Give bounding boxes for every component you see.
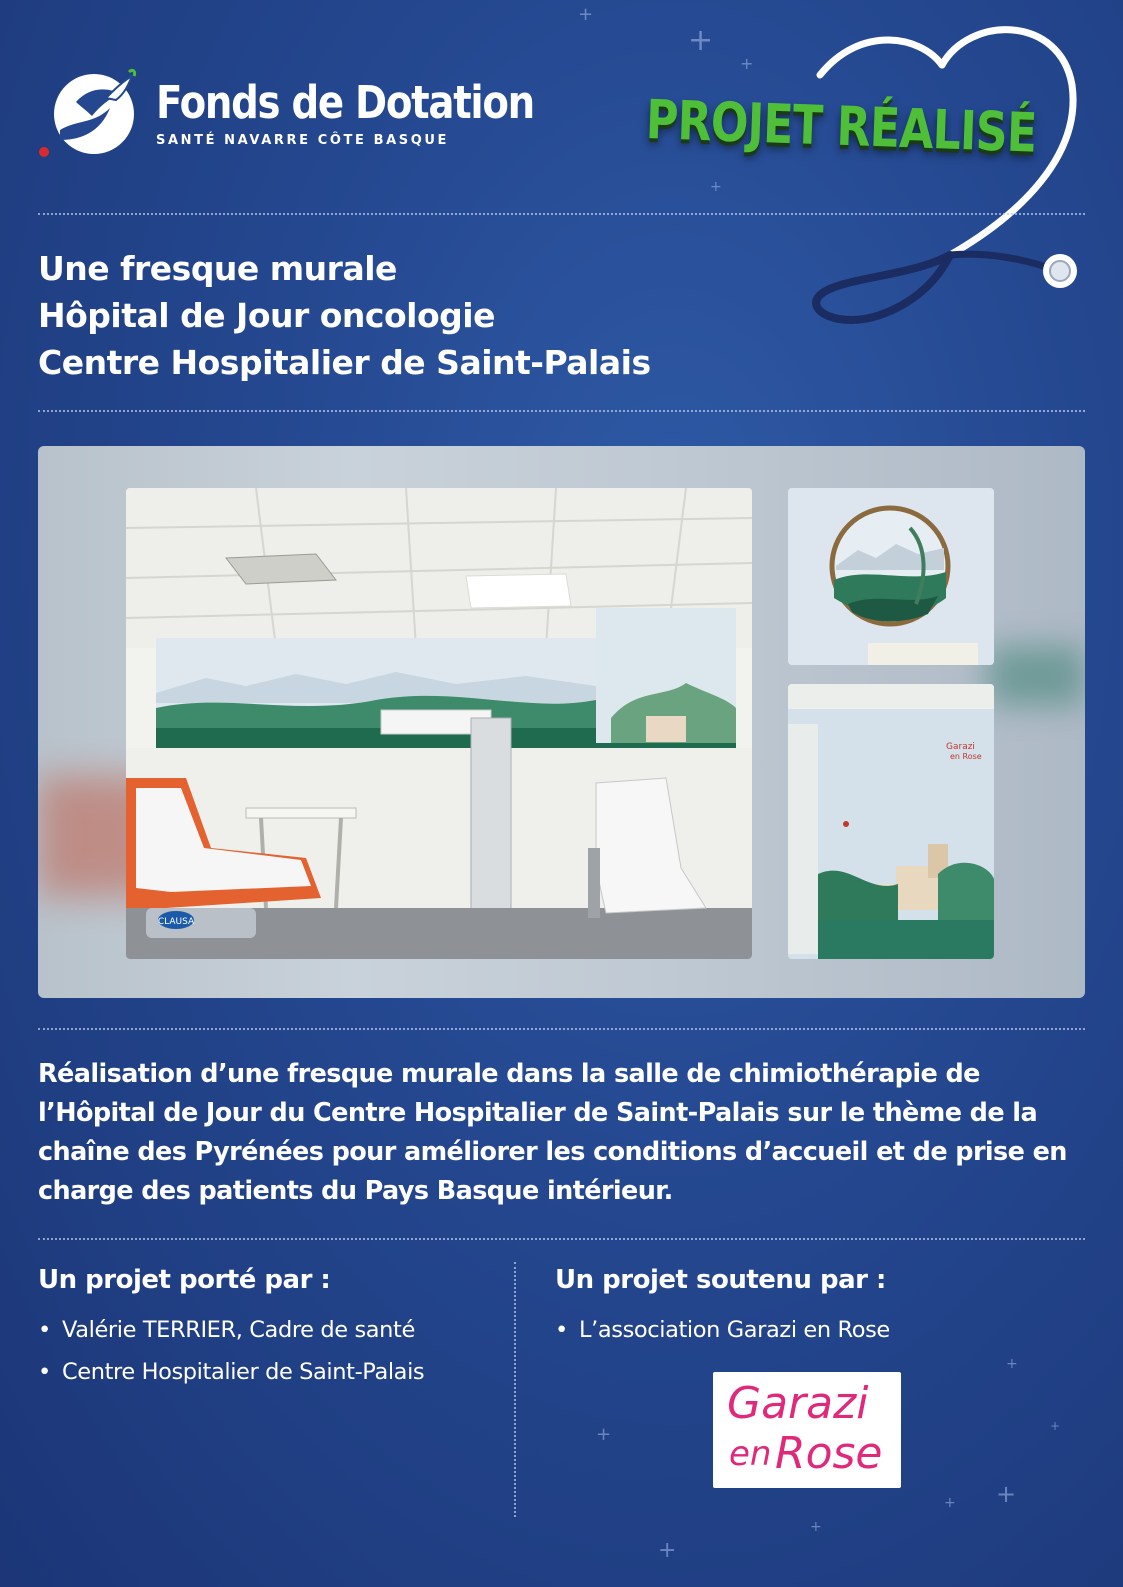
dove-hand-logo-icon [36,68,142,160]
title-line: Centre Hospitalier de Saint-Palais [38,343,651,382]
list-item: • Centre Hospitalier de Saint-Palais [38,1351,498,1393]
sparkle-decoration: + [1050,1419,1061,1433]
sparkle-decoration: + [688,23,714,58]
sparkle-decoration: + [944,1495,956,1511]
sparkle-decoration: + [740,54,754,73]
chair-brand-label: CLAUSA [157,917,195,927]
stethoscope-heart-icon [800,15,1100,335]
list-item: • Valérie TERRIER, Cadre de santé [38,1309,498,1351]
round-mural-photo [788,488,994,665]
column-divider [514,1262,516,1517]
supported-by-section [555,1265,1075,1351]
project-title [38,245,651,386]
sparkle-decoration: + [810,1519,822,1535]
org-subtitle: SANTÉ NAVARRE CÔTE BASQUE [156,133,449,148]
sparkle-decoration: + [578,4,594,25]
carried-by-section [38,1265,498,1393]
divider [38,410,1085,412]
photo-collage [38,446,1085,998]
sparkle-decoration: + [996,1480,1017,1508]
svg-text:Garazi: Garazi [946,742,975,752]
chemotherapy-room-photo [126,488,752,959]
divider [38,1238,1085,1240]
sparkle-decoration: + [596,1424,612,1445]
title-line: Une fresque murale [38,249,397,288]
divider [38,213,1085,215]
supported-by-heading: Un projet soutenu par : [555,1265,886,1295]
garazi-en-rose-logo [713,1372,901,1488]
org-logo [36,68,595,160]
divider [38,1028,1085,1030]
logo-text: en [729,1434,772,1474]
sparkle-decoration: + [658,1538,677,1563]
carried-by-heading: Un projet porté par : [38,1265,331,1295]
list-item: • L’association Garazi en Rose [555,1309,1075,1351]
sparkle-decoration: + [1006,1356,1018,1372]
village-mural-photo [788,684,994,959]
org-name: Fonds de Dotation [156,76,534,129]
project-status-badge: PROJET RÉALISÉ [644,88,1038,165]
logo-text: Garazi [727,1378,869,1429]
logo-text: Rose [775,1428,883,1479]
svg-text:en Rose: en Rose [950,752,982,761]
project-description: Réalisation d’une fresque murale dans la salle de chimiothérapie de l’Hôpital de Jour du Centre Hospitalier de Saint-Palais sur le thème de la chaîne des Pyrénées pour améliorer les conditions d’accueil et de prise en charge des patients du Pays Basque intérieur. [38,1059,1067,1206]
sparkle-decoration: + [710,179,722,195]
title-line: Hôpital de Jour oncologie [38,296,495,335]
